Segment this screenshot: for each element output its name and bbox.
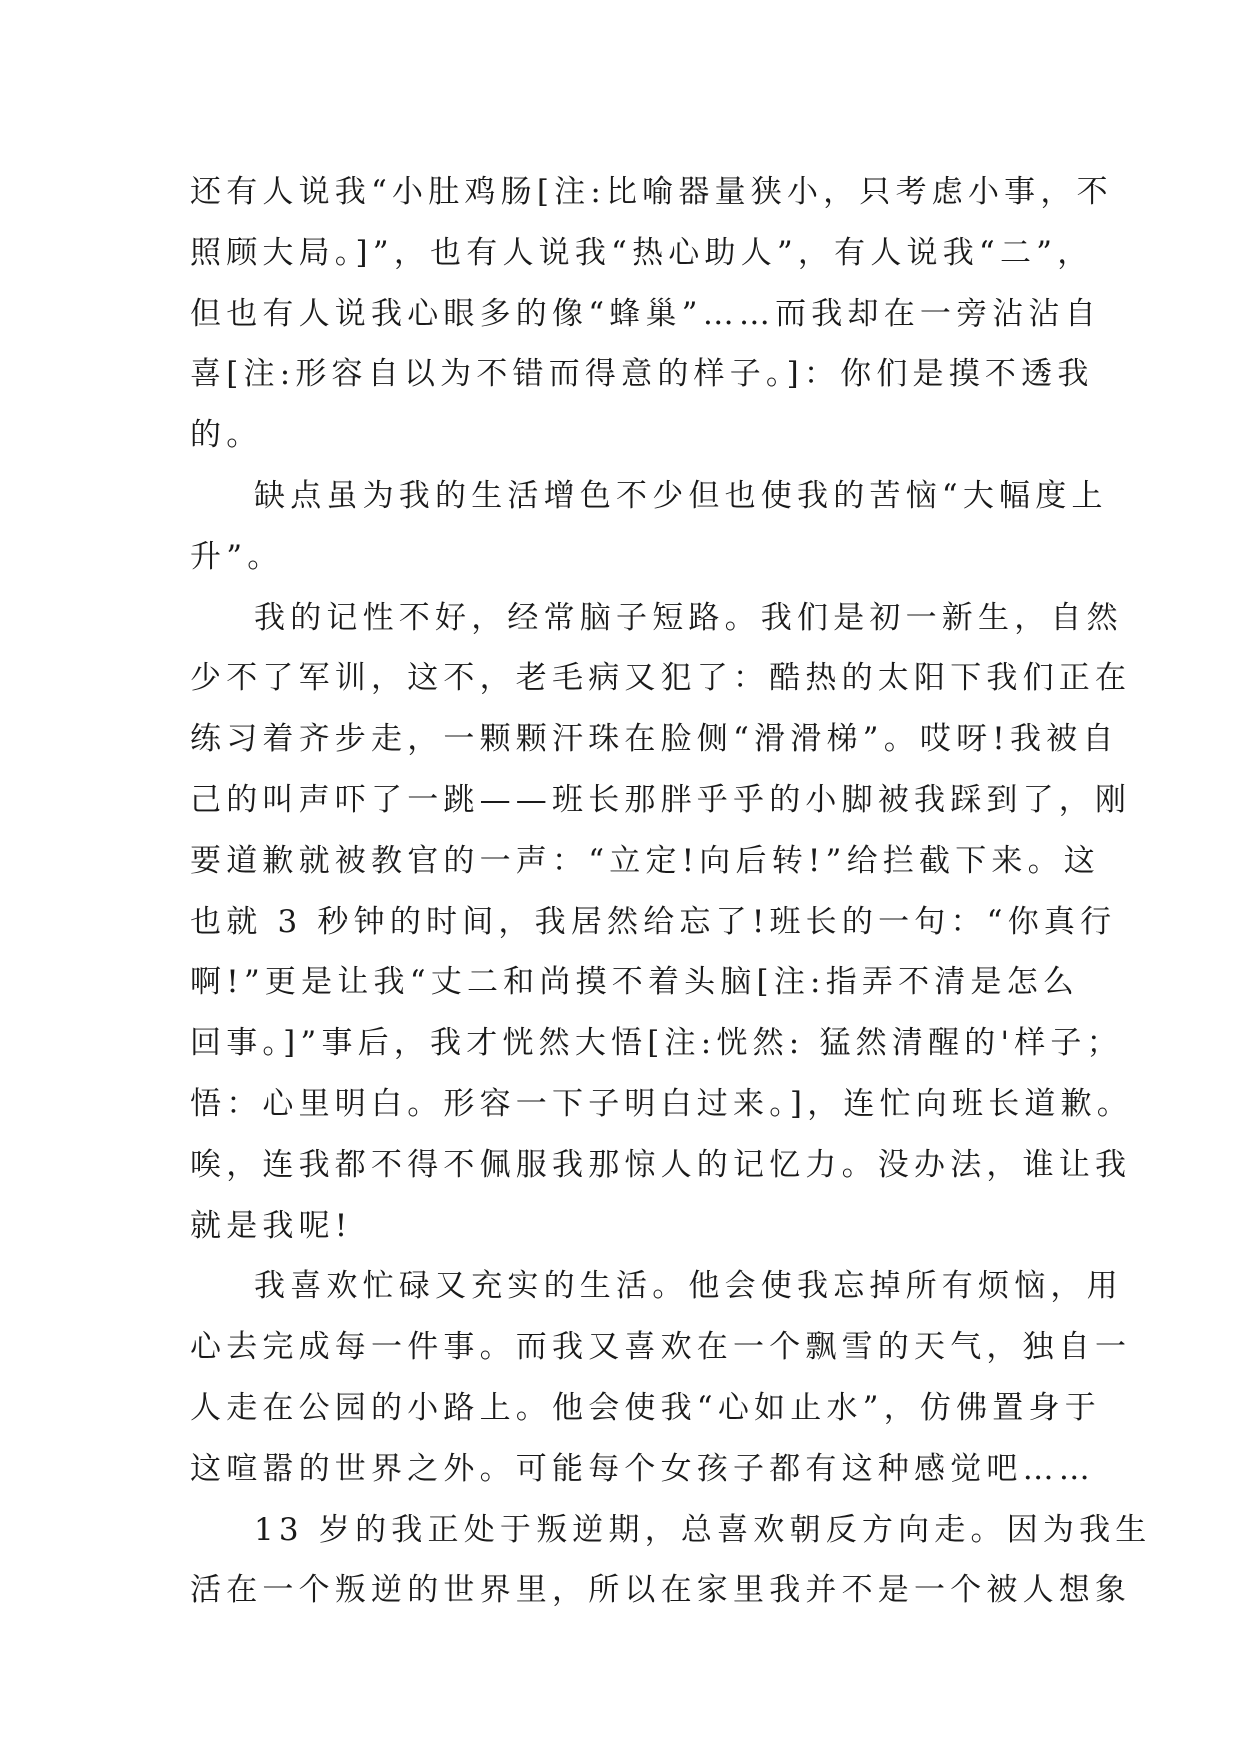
text-line: 的。 <box>190 417 263 454</box>
paragraph-start-line: 缺点虽为我的生活增色不少但也使我的苦恼“大幅度上 <box>254 477 1108 514</box>
text-line: 悟：心里明白。形容一下子明白过来。]，连忙向班长道歉。 <box>190 1085 1133 1122</box>
text-line: 要道歉就被教官的一声：“立定!向后转!”给拦截下来。这 <box>190 842 1101 879</box>
text-line: 心去完成每一件事。而我又喜欢在一个飘雪的天气，独自一 <box>190 1329 1132 1366</box>
text-line: 回事。]”事后，我才恍然大悟[注:恍然: 猛然清醒的'样子； <box>190 1025 1123 1062</box>
text-line: 也就 3 秒钟的时间，我居然给忘了!班长的一句：“你真行 <box>190 903 1117 940</box>
paragraph-start-line: 我的记性不好，经常脑子短路。我们是初一新生，自然 <box>254 599 1123 636</box>
text-line: 练习着齐步走，一颗颗汗珠在脸侧“滑滑梯”。哎呀!我被自 <box>190 721 1119 758</box>
text-line: 升”。 <box>190 538 284 575</box>
text-line: 但也有人说我心眼多的像“蜂巢”……而我却在一旁沾沾自 <box>190 295 1101 332</box>
text-line: 己的叫声吓了一跳——班长那胖乎乎的小脚被我踩到了，刚 <box>190 781 1132 818</box>
paragraph-start-line: 13 岁的我正处于叛逆期，总喜欢朝反方向走。因为我生 <box>254 1511 1152 1548</box>
text-line: 少不了军训，这不，老毛病又犯了：酷热的太阳下我们正在 <box>190 660 1132 697</box>
text-line: 就是我呢! <box>190 1207 353 1244</box>
text-line: 活在一个叛逆的世界里，所以在家里我并不是一个被人想象 <box>190 1572 1132 1609</box>
text-line: 人走在公园的小路上。他会使我“心如止水”，仿佛置身于 <box>190 1389 1101 1426</box>
text-line: 照顾大局。]”，也有人说我“热心助人”，有人说我“二”， <box>190 234 1094 271</box>
text-line: 还有人说我“小肚鸡肠[注:比喻器量狭小，只考虑小事，不 <box>190 174 1113 210</box>
text-line: 啊!”更是让我“丈二和尚摸不着头脑[注:指弄不清是怎么 <box>190 964 1080 1001</box>
text-line: 喜[注:形容自以为不错而得意的样子。]：你们是摸不透我 <box>190 356 1094 393</box>
text-line: 这喧嚣的世界之外。可能每个女孩子都有这种感觉吧…… <box>190 1450 1095 1487</box>
paragraph-start-line: 我喜欢忙碌又充实的生活。他会使我忘掉所有烦恼，用 <box>254 1268 1123 1305</box>
text-line: 唉，连我都不得不佩服我那惊人的记忆力。没办法，谁让我 <box>190 1146 1132 1183</box>
body-text <box>190 162 1152 1621</box>
